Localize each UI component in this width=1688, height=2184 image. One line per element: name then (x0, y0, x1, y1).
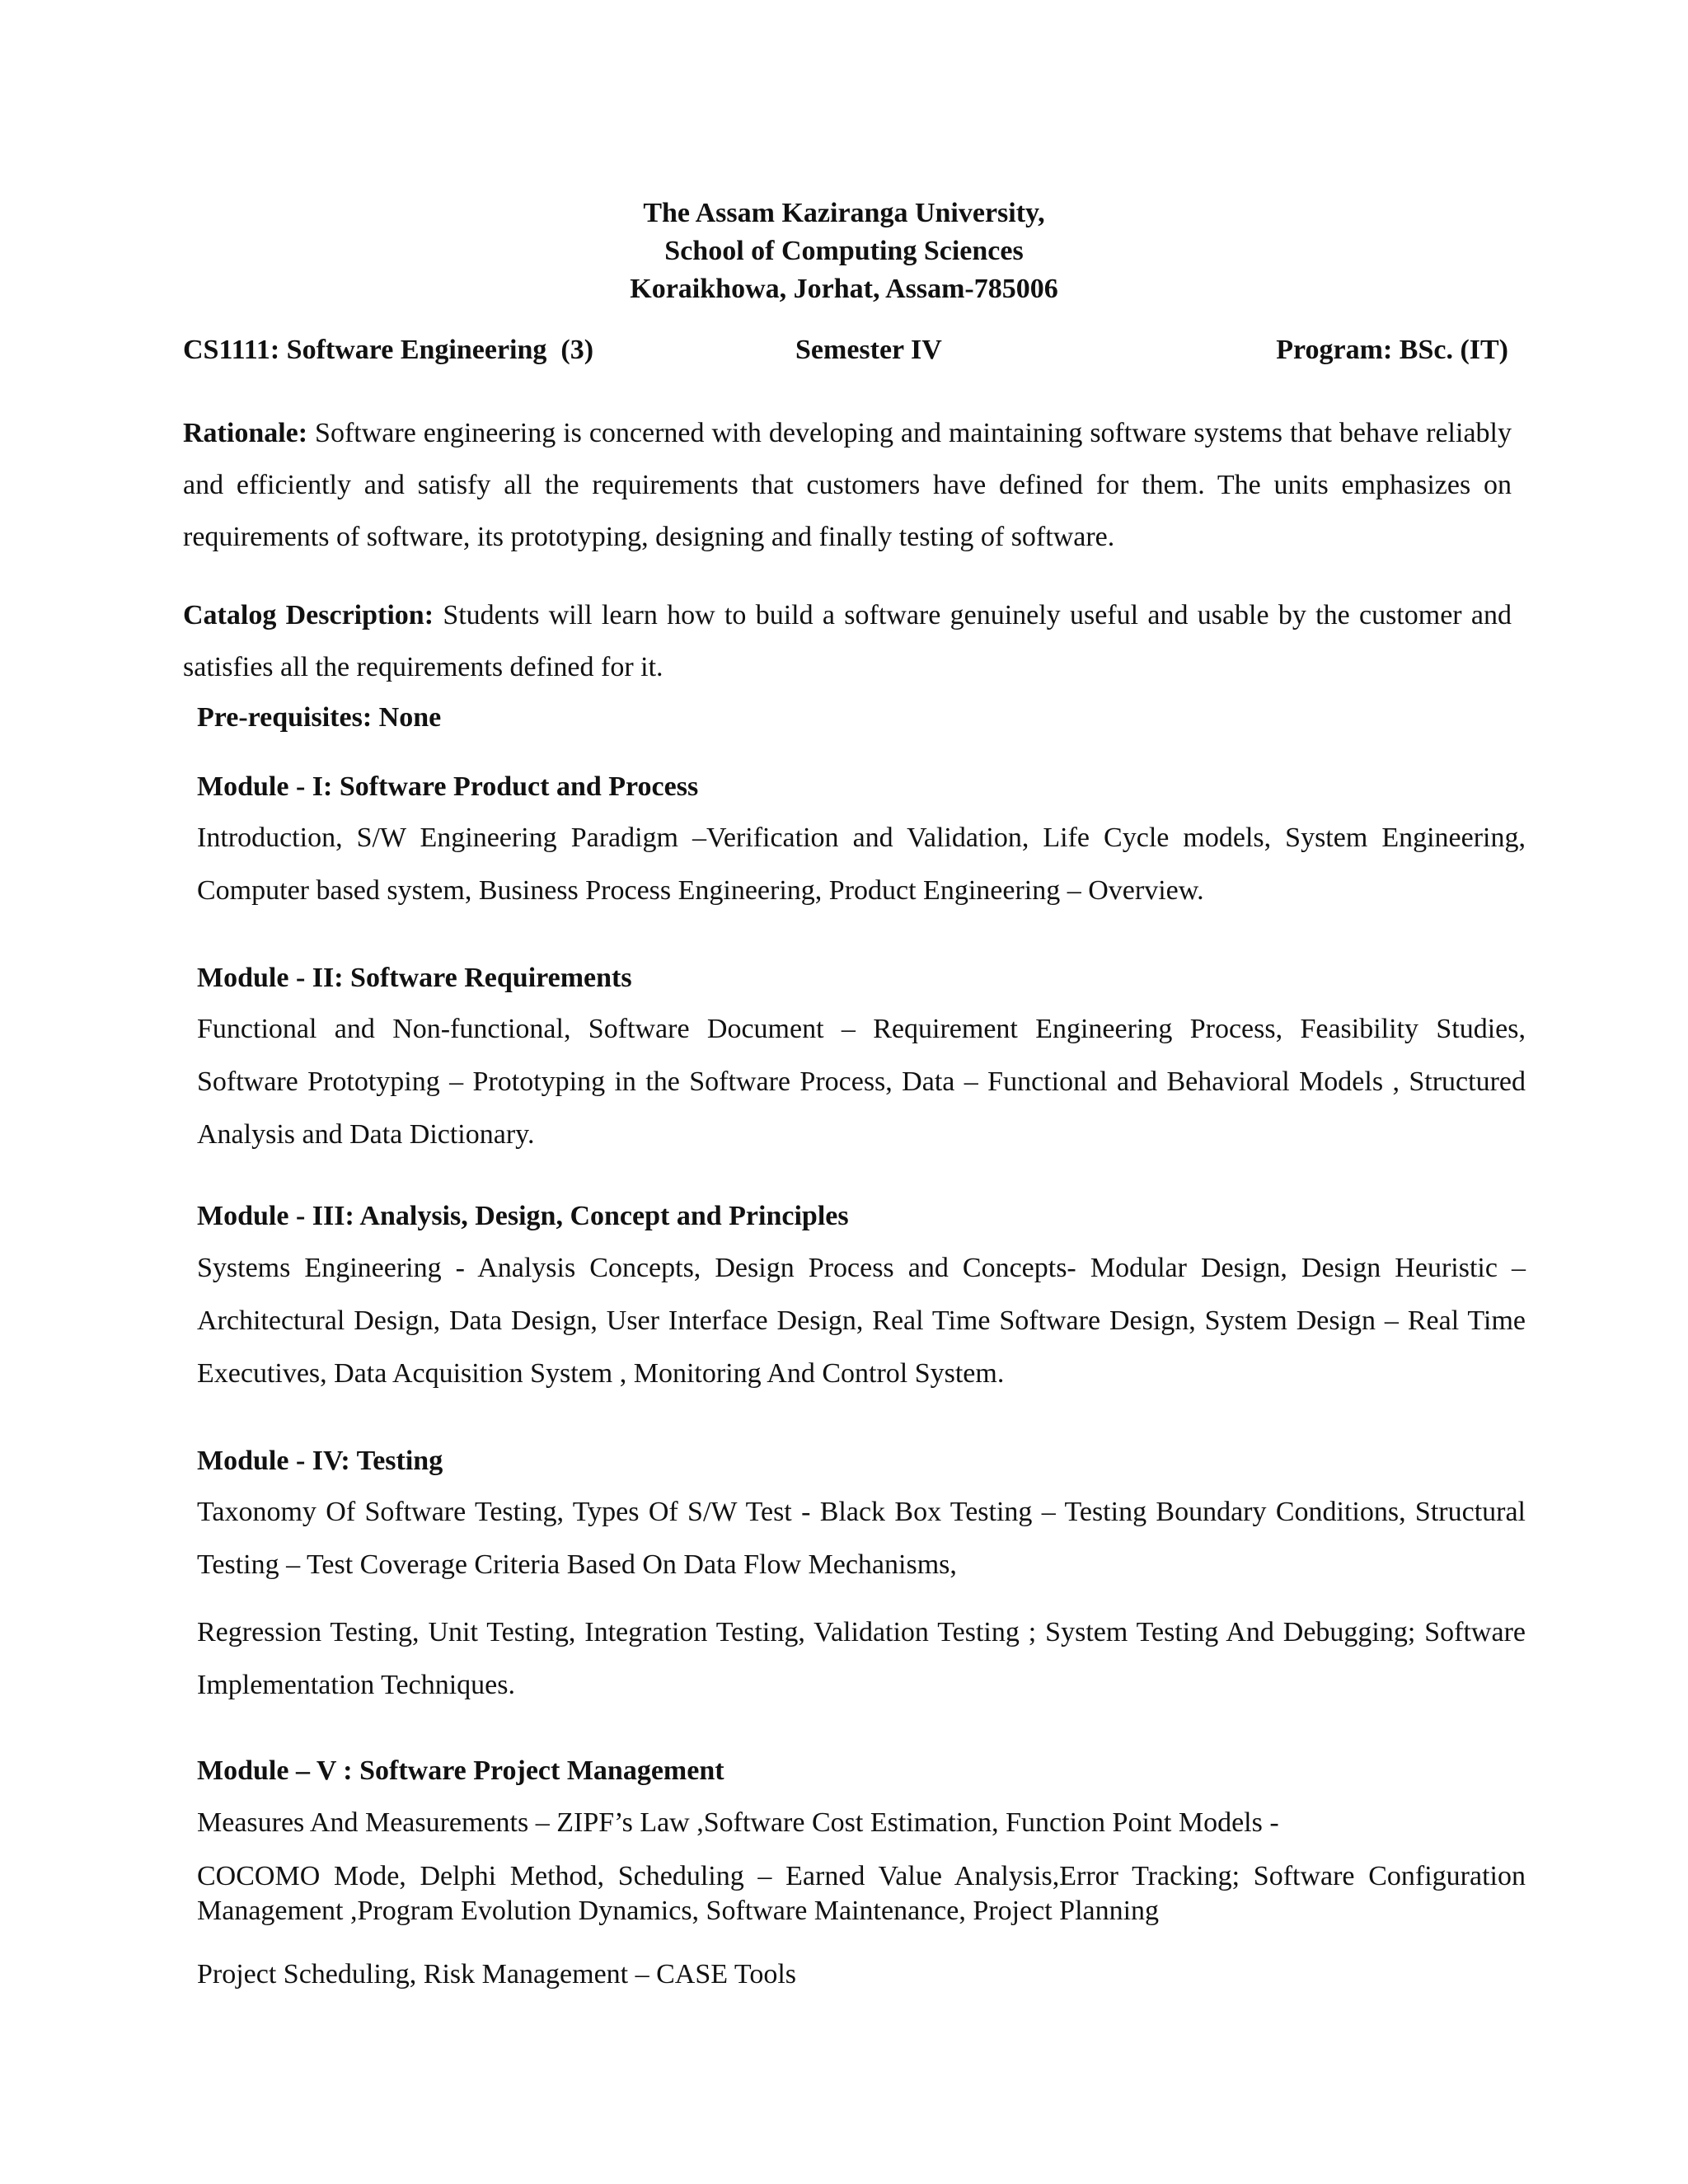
university-address: Koraikhowa, Jorhat, Assam-785006 (630, 274, 1058, 304)
catalog-section (183, 589, 1512, 693)
module-1-title: Module - I: Software Product and Process (197, 771, 699, 802)
module-3-body (197, 1242, 1526, 1400)
university-name: The Assam Kaziranga University, (643, 198, 1045, 228)
module-1-body (197, 812, 1526, 917)
module-5-paragraph-2: COCOMO Mode, Delphi Method, Scheduling – Earned Value Analysis,Error Tracking; Software Configuration Management ,Program Evolution Dynamics, Software Maintenance, Project Planning (197, 1861, 1526, 1926)
university-header (0, 194, 1688, 308)
catalog-label: Catalog Description: (183, 600, 434, 630)
semester: Semester IV (795, 335, 942, 365)
program: Program: BSc. (IT) (1276, 335, 1508, 365)
course-info-row (183, 331, 1508, 369)
module-4-paragraph-1: Taxonomy Of Software Testing, Types Of S/W Test - Black Box Testing – Testing Boundary Conditions, Structural Testing – Test Coverage Criteria Based On Data Flow Mechanisms, (197, 1497, 1526, 1580)
module-2-paragraph: Functional and Non-functional, Software Document – Requirement Engineering Process, Feasibility Studies, Software Prototyping – Prototyping in the Software Process, Data – Functional and Behavioral Models , Structured Analysis and Data Dictionary. (197, 1014, 1526, 1150)
rationale-text: Software engineering is concerned with developing and maintaining software systems that behave reliably and efficiently and satisfy all the requirements that customers have defined for them. The units emphasizes on requirements of software, its prototyping, designing and finally testing of software. (183, 418, 1512, 552)
module-5-paragraph-3: Project Scheduling, Risk Management – CASE Tools (197, 1959, 796, 1990)
module-5-title: Module – V : Software Project Management (197, 1755, 724, 1786)
module-4-body-cont (197, 1606, 1526, 1712)
course-code: CS1111: Software Engineering (3) (183, 335, 594, 365)
school-name: School of Computing Sciences (664, 236, 1024, 266)
module-4-paragraph-2: Regression Testing, Unit Testing, Integration Testing, Validation Testing ; System Testing And Debugging; Software Implementation Techniques. (197, 1617, 1526, 1700)
module-5-body-3 (197, 1948, 1526, 2001)
catalog-text: Students will learn how to build a software genuinely useful and usable by the customer and satisfies all the requirements defined for it. (183, 600, 1512, 682)
module-3-title: Module - III: Analysis, Design, Concept and Principles (197, 1201, 849, 1231)
module-5-body-2 (197, 1859, 1526, 1929)
module-1-paragraph: Introduction, S/W Engineering Paradigm –Verification and Validation, Life Cycle models, System Engineering, Computer based system, Business Process Engineering, Product Engineering – Overview. (197, 823, 1526, 906)
module-2-title: Module - II: Software Requirements (197, 963, 632, 993)
module-2-body (197, 1003, 1526, 1161)
module-3-paragraph: Systems Engineering - Analysis Concepts, Design Process and Concepts- Modular Design, Design Heuristic – Architectural Design, Data Design, User Interface Design, Real Time Software Design, System Design – Real Time Executives, Data Acquisition System , Monitoring And Control System. (197, 1253, 1526, 1389)
rationale-label: Rationale: (183, 418, 308, 448)
rationale-section (183, 407, 1512, 563)
module-5-body-1 (197, 1797, 1526, 1849)
module-4-body (197, 1486, 1526, 1591)
prerequisites: Pre-requisites: None (197, 702, 442, 733)
module-4-title: Module - IV: Testing (197, 1446, 443, 1476)
module-5-paragraph-1: Measures And Measurements – ZIPF’s Law ,Software Cost Estimation, Function Point Models - (197, 1807, 1279, 1838)
